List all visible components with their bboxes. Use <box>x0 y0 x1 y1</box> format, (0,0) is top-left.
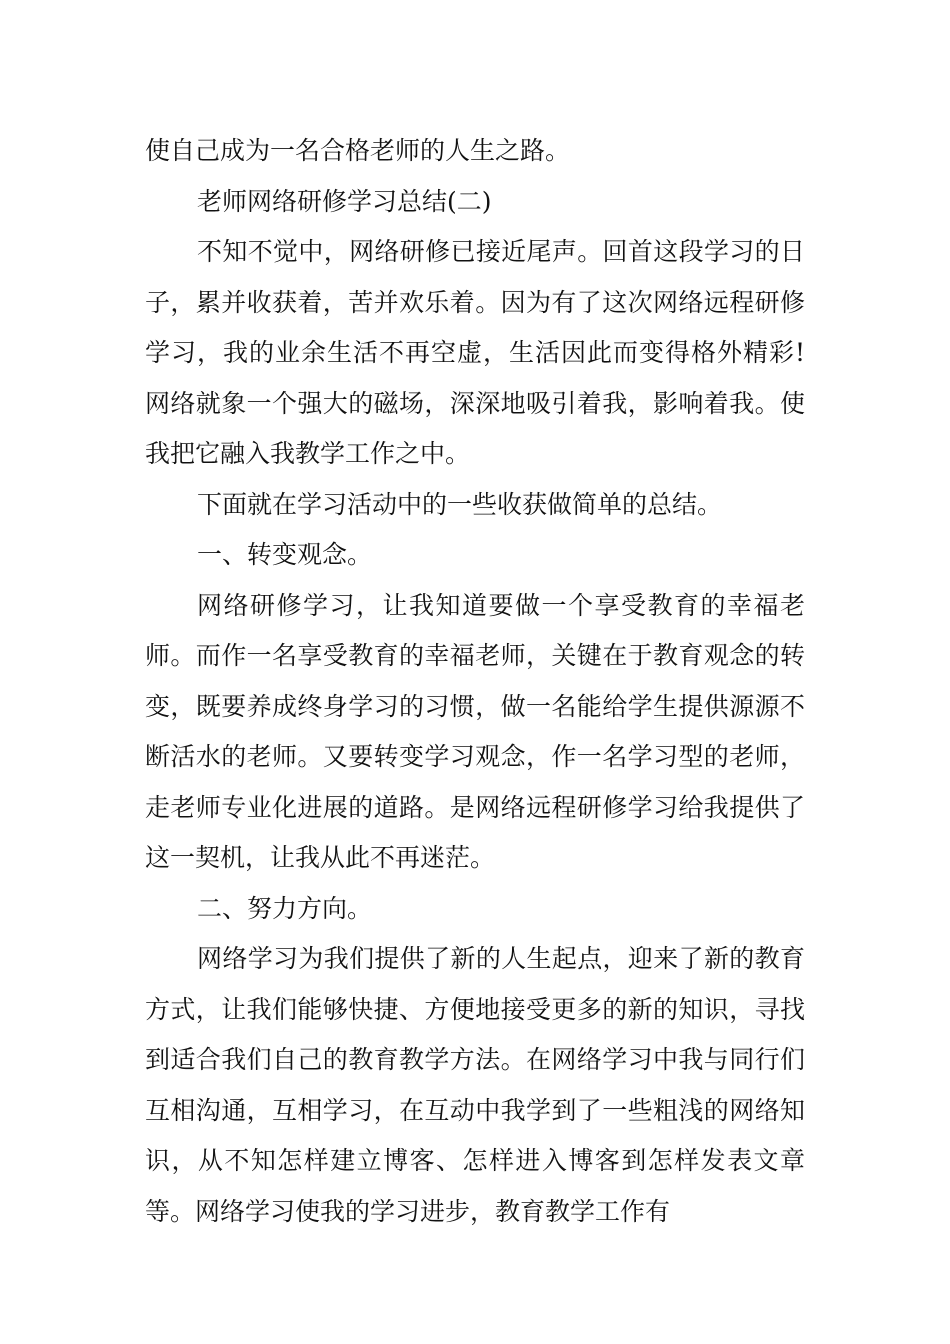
heading-one: 一、转变观念。 <box>197 540 373 569</box>
document-page <box>145 126 805 1237</box>
section-title: 老师网络研修学习总结(二) <box>197 186 492 216</box>
paragraph-intro: 不知不觉中，网络研修已接近尾声。回首这段学习的日子，累并收获着，苦并欢乐着。因为有了这次网络远程研修学习，我的业余生活不再空虚，生活因此而变得格外精彩!网络就象一个强大的磁场，深深地吸引着我，影响着我。使我把它融入我教学工作之中。 <box>145 237 805 468</box>
heading-two: 二、努力方向。 <box>197 893 373 923</box>
paragraph-concept-change: 网络研修学习，让我知道要做一个享受教育的幸福老师。而作一名享受教育的幸福老师，关键在于教育观念的转变，既要养成终身学习的习惯，做一名能给学生提供源源不断活水的老师。又要转变学习观念，作一名学习型的老师，走老师专业化进展的道路。是网络远程研修学习给我提供了这一契机，让我从此不再迷茫。 <box>145 590 805 872</box>
paragraph-continuation: 使自己成为一名合格老师的人生之路。 <box>145 136 571 165</box>
paragraph-summary-lead: 下面就在学习活动中的一些收获做简单的总结。 <box>197 489 723 519</box>
paragraph-direction: 网络学习为我们提供了新的人生起点，迎来了新的教育方式，让我们能够快捷、方便地接受更多的新的知识，寻找到适合我们自己的教育教学方法。在网络学习中我与同行们互相沟通，互相学习，在互动中我学到了一些粗浅的网络知识，从不知怎样建立博客、怎样进入博客到怎样发表文章等。网络学习使我的学习进步，教育教学工作有 <box>145 944 805 1226</box>
